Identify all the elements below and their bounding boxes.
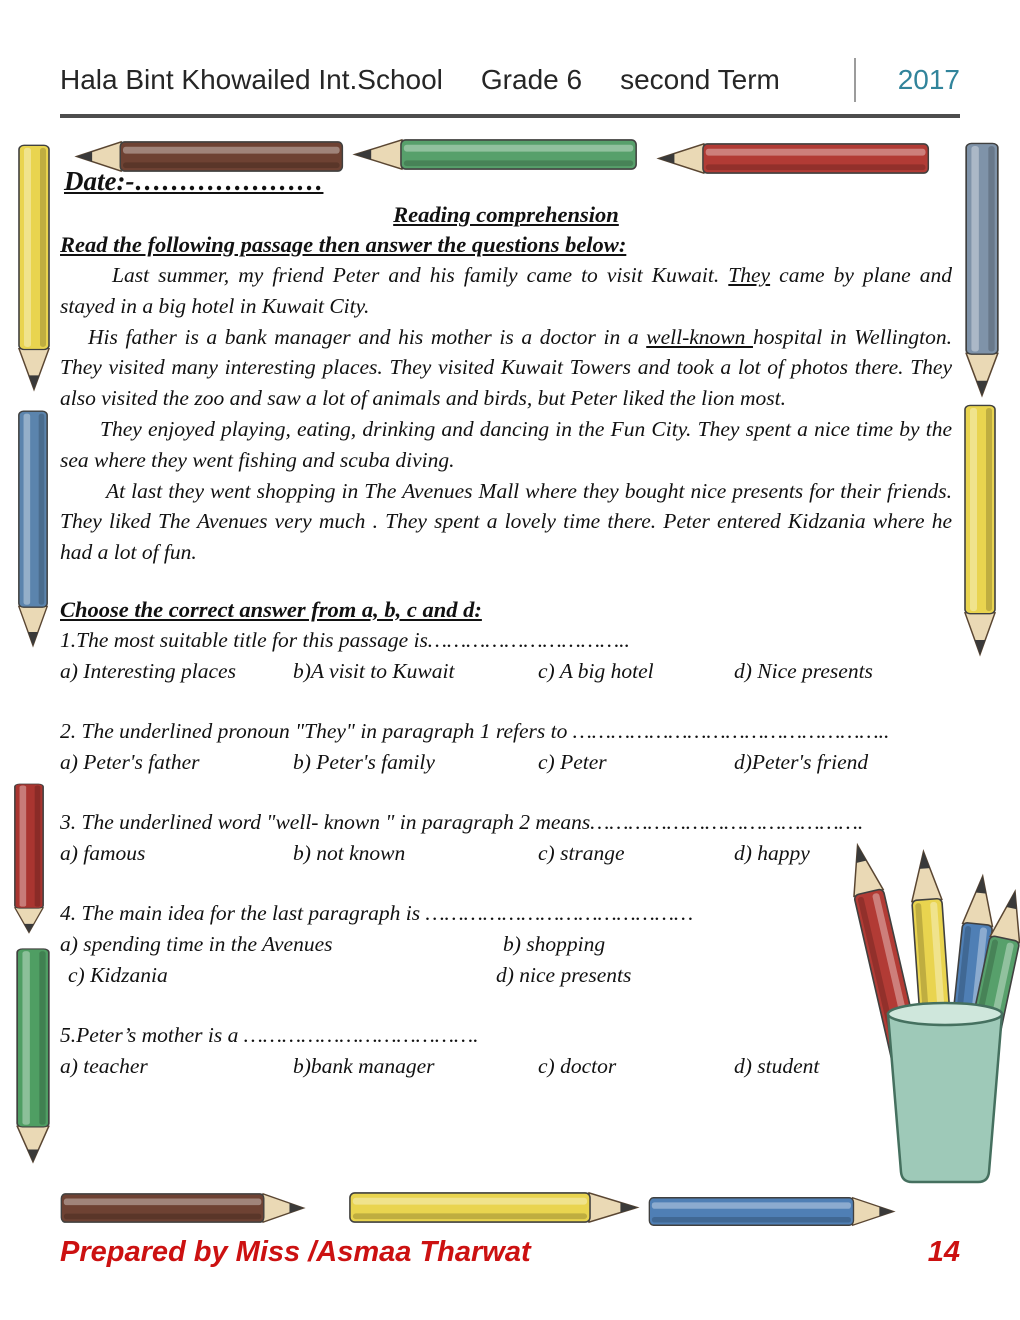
option-c: c) strange xyxy=(538,840,625,865)
option-c: c) A big hotel xyxy=(538,658,654,683)
question-stem: 4. The main idea for the last paragraph is …………………………………… xyxy=(60,900,694,925)
passage-paragraph-2 xyxy=(60,322,952,414)
question-options xyxy=(60,656,952,687)
pencil-icon xyxy=(12,782,46,934)
underlined-word: well-known xyxy=(646,324,753,349)
prepared-by-label: Prepared by Miss /Asmaa Tharwat xyxy=(60,1236,531,1268)
question-options xyxy=(60,747,952,778)
school-name: Hala Bint Khowailed Int.School xyxy=(60,64,443,95)
option-c: c) doctor xyxy=(538,1053,617,1078)
question-stem: 2. The underlined pronoun "They" in paragraph 1 refers to ………………………………………….. xyxy=(60,718,890,743)
option-a: a) spending time in the Avenues xyxy=(60,931,333,956)
pencil-icon xyxy=(346,1190,640,1225)
term-label: second Term xyxy=(620,64,780,95)
page-number: 14 xyxy=(927,1236,960,1268)
worksheet-footer xyxy=(60,1236,960,1269)
pencil-icon xyxy=(14,946,52,1164)
question-stem: 5.Peter’s mother is a ………………………………. xyxy=(60,1022,479,1047)
question-options xyxy=(60,960,952,991)
question-4 xyxy=(60,898,952,991)
grade-label: Grade 6 xyxy=(480,64,583,95)
reading-passage xyxy=(60,260,952,568)
option-c: c) Peter xyxy=(538,749,607,774)
pencil-icon xyxy=(16,408,50,648)
option-b: b)bank manager xyxy=(293,1053,435,1078)
option-b: b) not known xyxy=(293,840,406,865)
option-d: d)Peter's friend xyxy=(734,749,869,774)
passage-text: Last summer, my friend Peter and his family came to visit Kuwait. xyxy=(112,263,729,287)
option-b: b) Peter's family xyxy=(293,749,435,774)
passage-text: hospital in Wellington. They visited many interesting places. They visited Kuwait Towers and took a lot of photos there. They also visited the zoo and saw a lot of animals and birds, but Peter liked the lion most. xyxy=(60,324,952,411)
instruction-line: Read the following passage then answer the questions below: xyxy=(60,232,627,257)
pencil-icon xyxy=(58,1191,306,1225)
pencil-icon xyxy=(963,140,1001,398)
option-d: d) happy xyxy=(734,840,810,865)
option-a: a) teacher xyxy=(60,1053,148,1078)
option-b: b) shopping xyxy=(503,931,606,956)
option-d: d) nice presents xyxy=(496,962,632,987)
question-5 xyxy=(60,1020,952,1082)
passage-paragraph-3: They enjoyed playing, eating, drinking and dancing in the Fun City. They spent a nice time by the sea where they went fishing and scuba diving. xyxy=(60,416,952,472)
passage-text: His father is a bank manager and his mother is a doctor in a xyxy=(88,324,647,349)
question-stem: 1.The most suitable title for this passage is………………………….. xyxy=(60,627,630,652)
pencil-icon xyxy=(16,142,52,392)
question-options xyxy=(60,1051,952,1082)
option-b: b)A visit to Kuwait xyxy=(293,658,455,683)
date-line: Date:-………………… xyxy=(64,166,324,196)
worksheet-header xyxy=(60,58,960,118)
option-c: c) Kidzania xyxy=(68,962,168,987)
option-a: a) Interesting places xyxy=(60,658,236,683)
passage-text: came by plane and stayed in a big hotel in Kuwait City. xyxy=(60,263,952,318)
option-d: d) Nice presents xyxy=(734,658,873,683)
passage-paragraph-4: At last they went shopping in The Avenues Mall where they bought nice presents for their friends. They liked The Avenues very much . They spent a lovely time there. Peter entered Kidzania where he had a lot of fun. xyxy=(60,478,952,565)
questions-heading: Choose the correct answer from a, b, c and d: xyxy=(60,596,482,622)
question-stem: 3. The underlined word "well- known " in paragraph 2 means……………………………………. xyxy=(60,809,864,834)
header-row xyxy=(60,58,960,118)
option-a: a) Peter's father xyxy=(60,749,200,774)
worksheet-content xyxy=(60,164,952,1082)
question-3 xyxy=(60,807,952,869)
question-2 xyxy=(60,716,952,778)
pencil-icon xyxy=(646,1195,896,1228)
section-title: Reading comprehension xyxy=(393,202,619,227)
option-d: d) student xyxy=(734,1053,820,1078)
underlined-word: They xyxy=(728,263,771,287)
passage-paragraph-1 xyxy=(60,260,952,322)
option-a: a) famous xyxy=(60,840,146,865)
year-label: 2017 xyxy=(854,58,960,102)
pencil-icon xyxy=(962,402,998,657)
question-1 xyxy=(60,625,952,687)
question-options xyxy=(60,929,952,960)
question-options xyxy=(60,838,952,869)
